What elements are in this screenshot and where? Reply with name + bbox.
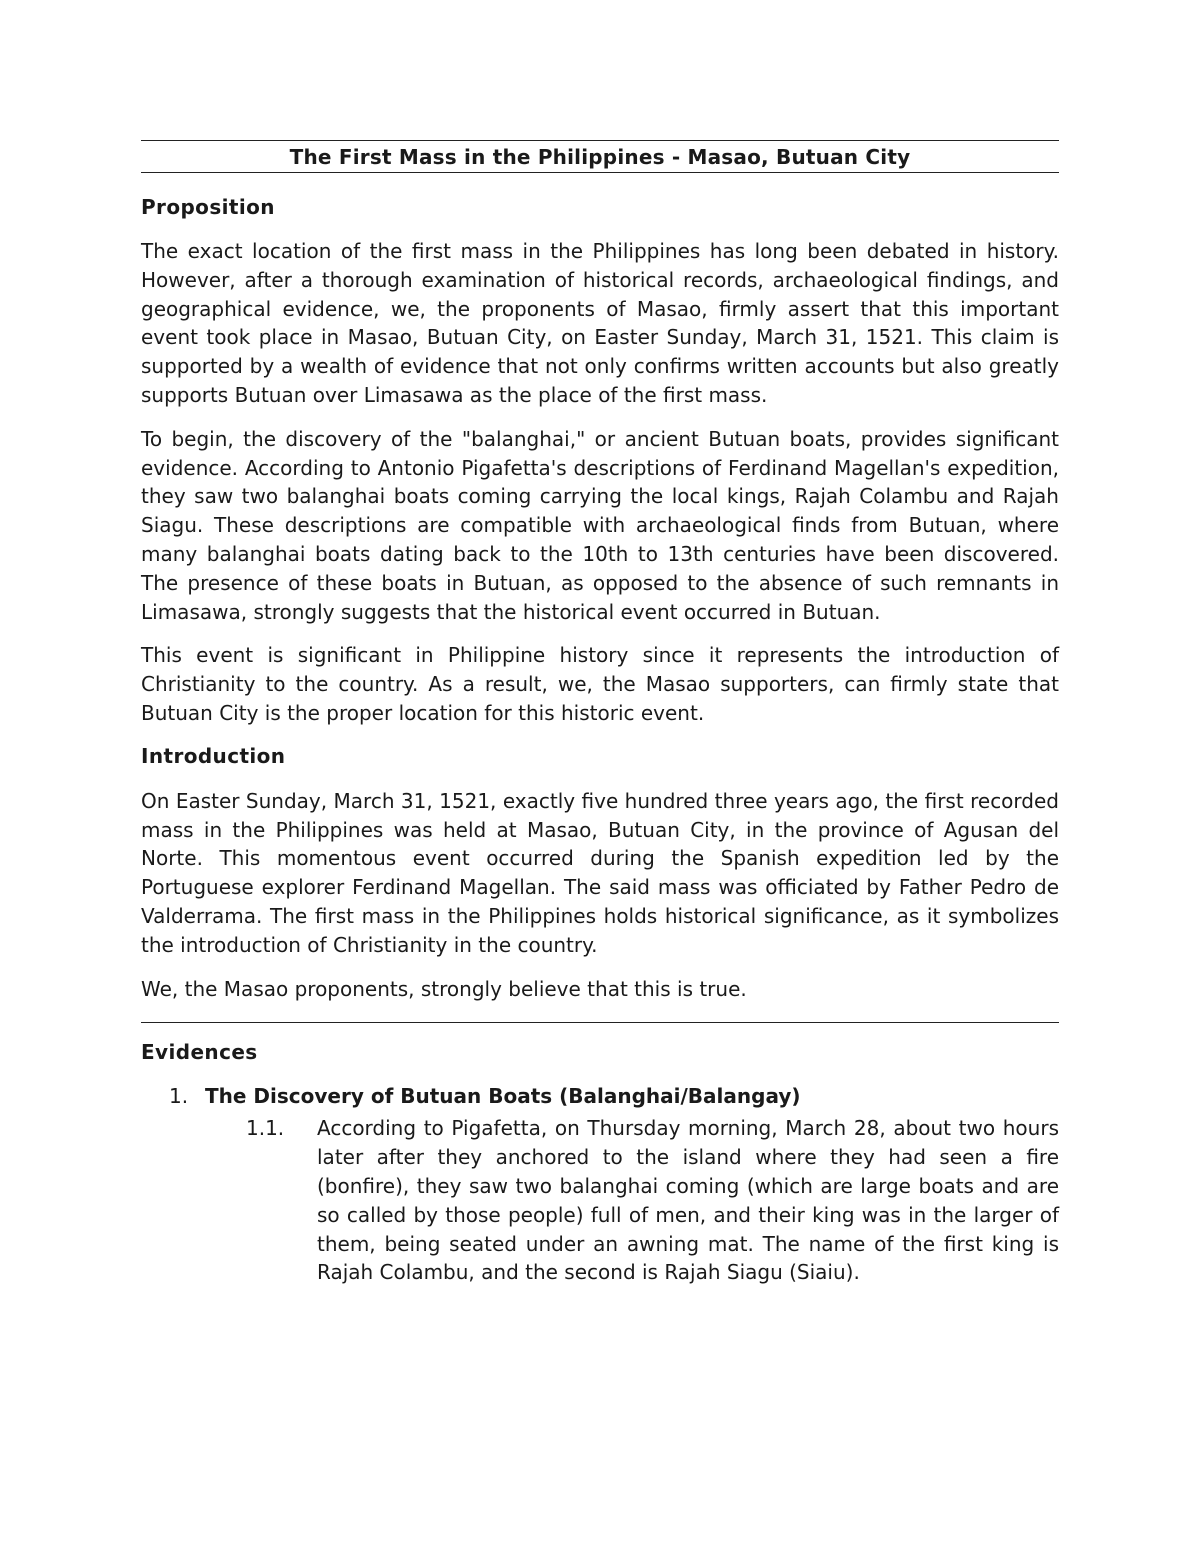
document-title: The First Mass in the Philippines - Masao, Butuan City [289,145,911,169]
evidence-item-1 [169,1082,1059,1110]
evidence-item-number: 1. [169,1084,189,1109]
evidence-subitem-1-1 [246,1114,1059,1287]
introduction-paragraph-1: On Easter Sunday, March 31, 1521, exactly five hundred three years ago, the first recorded mass in the Philippines was held at Masao, Butuan City, in the province of Agusan del Norte. This momentous event occurred during the Spanish expedition led by the Portuguese explorer Ferdinand Magellan. The said mass was officiated by Father Pedro de Valderrama. The first mass in the Philippines holds historical significance, as it symbolizes the introduction of Christianity in the country. [141,788,1059,957]
document-page [141,140,1059,1287]
evidence-item-title: The Discovery of Butuan Boats (Balanghai/Balangay) [205,1084,801,1109]
evidences-heading: Evidences [141,1040,258,1065]
proposition-paragraph-2: To begin, the discovery of the "balanghai," or ancient Butuan boats, provides significant evidence. According to Antonio Pigafetta's descriptions of Ferdinand Magellan's expedition, they saw two balanghai boats coming carrying the local kings, Rajah Colambu and Rajah Siagu. These descriptions are compatible with archaeological finds from Butuan, where many balanghai boats dating back to the 10th to 13th centuries have been discovered. The presence of these boats in Butuan, as opposed to the absence of such remnants in Limasawa, strongly suggests that the historical event occurred in Butuan. [141,426,1059,624]
introduction-paragraph-2: We, the Masao proponents, strongly believe that this is true. [141,976,747,1001]
evidence-subitem-text: According to Pigafetta, on Thursday morning, March 28, about two hours later after they anchored to the island where they had seen a fire (bonfire), they saw two balanghai coming (which are large boats and are so called by those people) full of men, and their king was in the larger of them, being seated under an awning mat. The name of the first king is Rajah Colambu, and the second is Rajah Siagu (Siaiu). [317,1116,1059,1285]
proposition-heading: Proposition [141,195,275,219]
title-top-rule [141,140,1059,141]
section-divider [141,1022,1059,1023]
evidence-subitem-number: 1.1. [246,1116,285,1141]
title-bottom-rule [141,172,1059,173]
proposition-paragraph-1: The exact location of the first mass in the Philippines has long been debated in history. However, after a thorough examination of historical records, archaeological findings, and geographical evidence, we, the proponents of Masao, firmly assert that this important event took place in Masao, Butuan City, on Easter Sunday, March 31, 1521. This claim is supported by a wealth of evidence that not only confirms written accounts but also greatly supports Butuan over Limasawa as the place of the first mass. [141,239,1059,407]
proposition-paragraph-3: This event is significant in Philippine history since it represents the introduction of Christianity to the country. As a result, we, the Masao supporters, can firmly state that Butuan City is the proper location for this historic event. [141,643,1059,725]
introduction-heading: Introduction [141,743,286,768]
